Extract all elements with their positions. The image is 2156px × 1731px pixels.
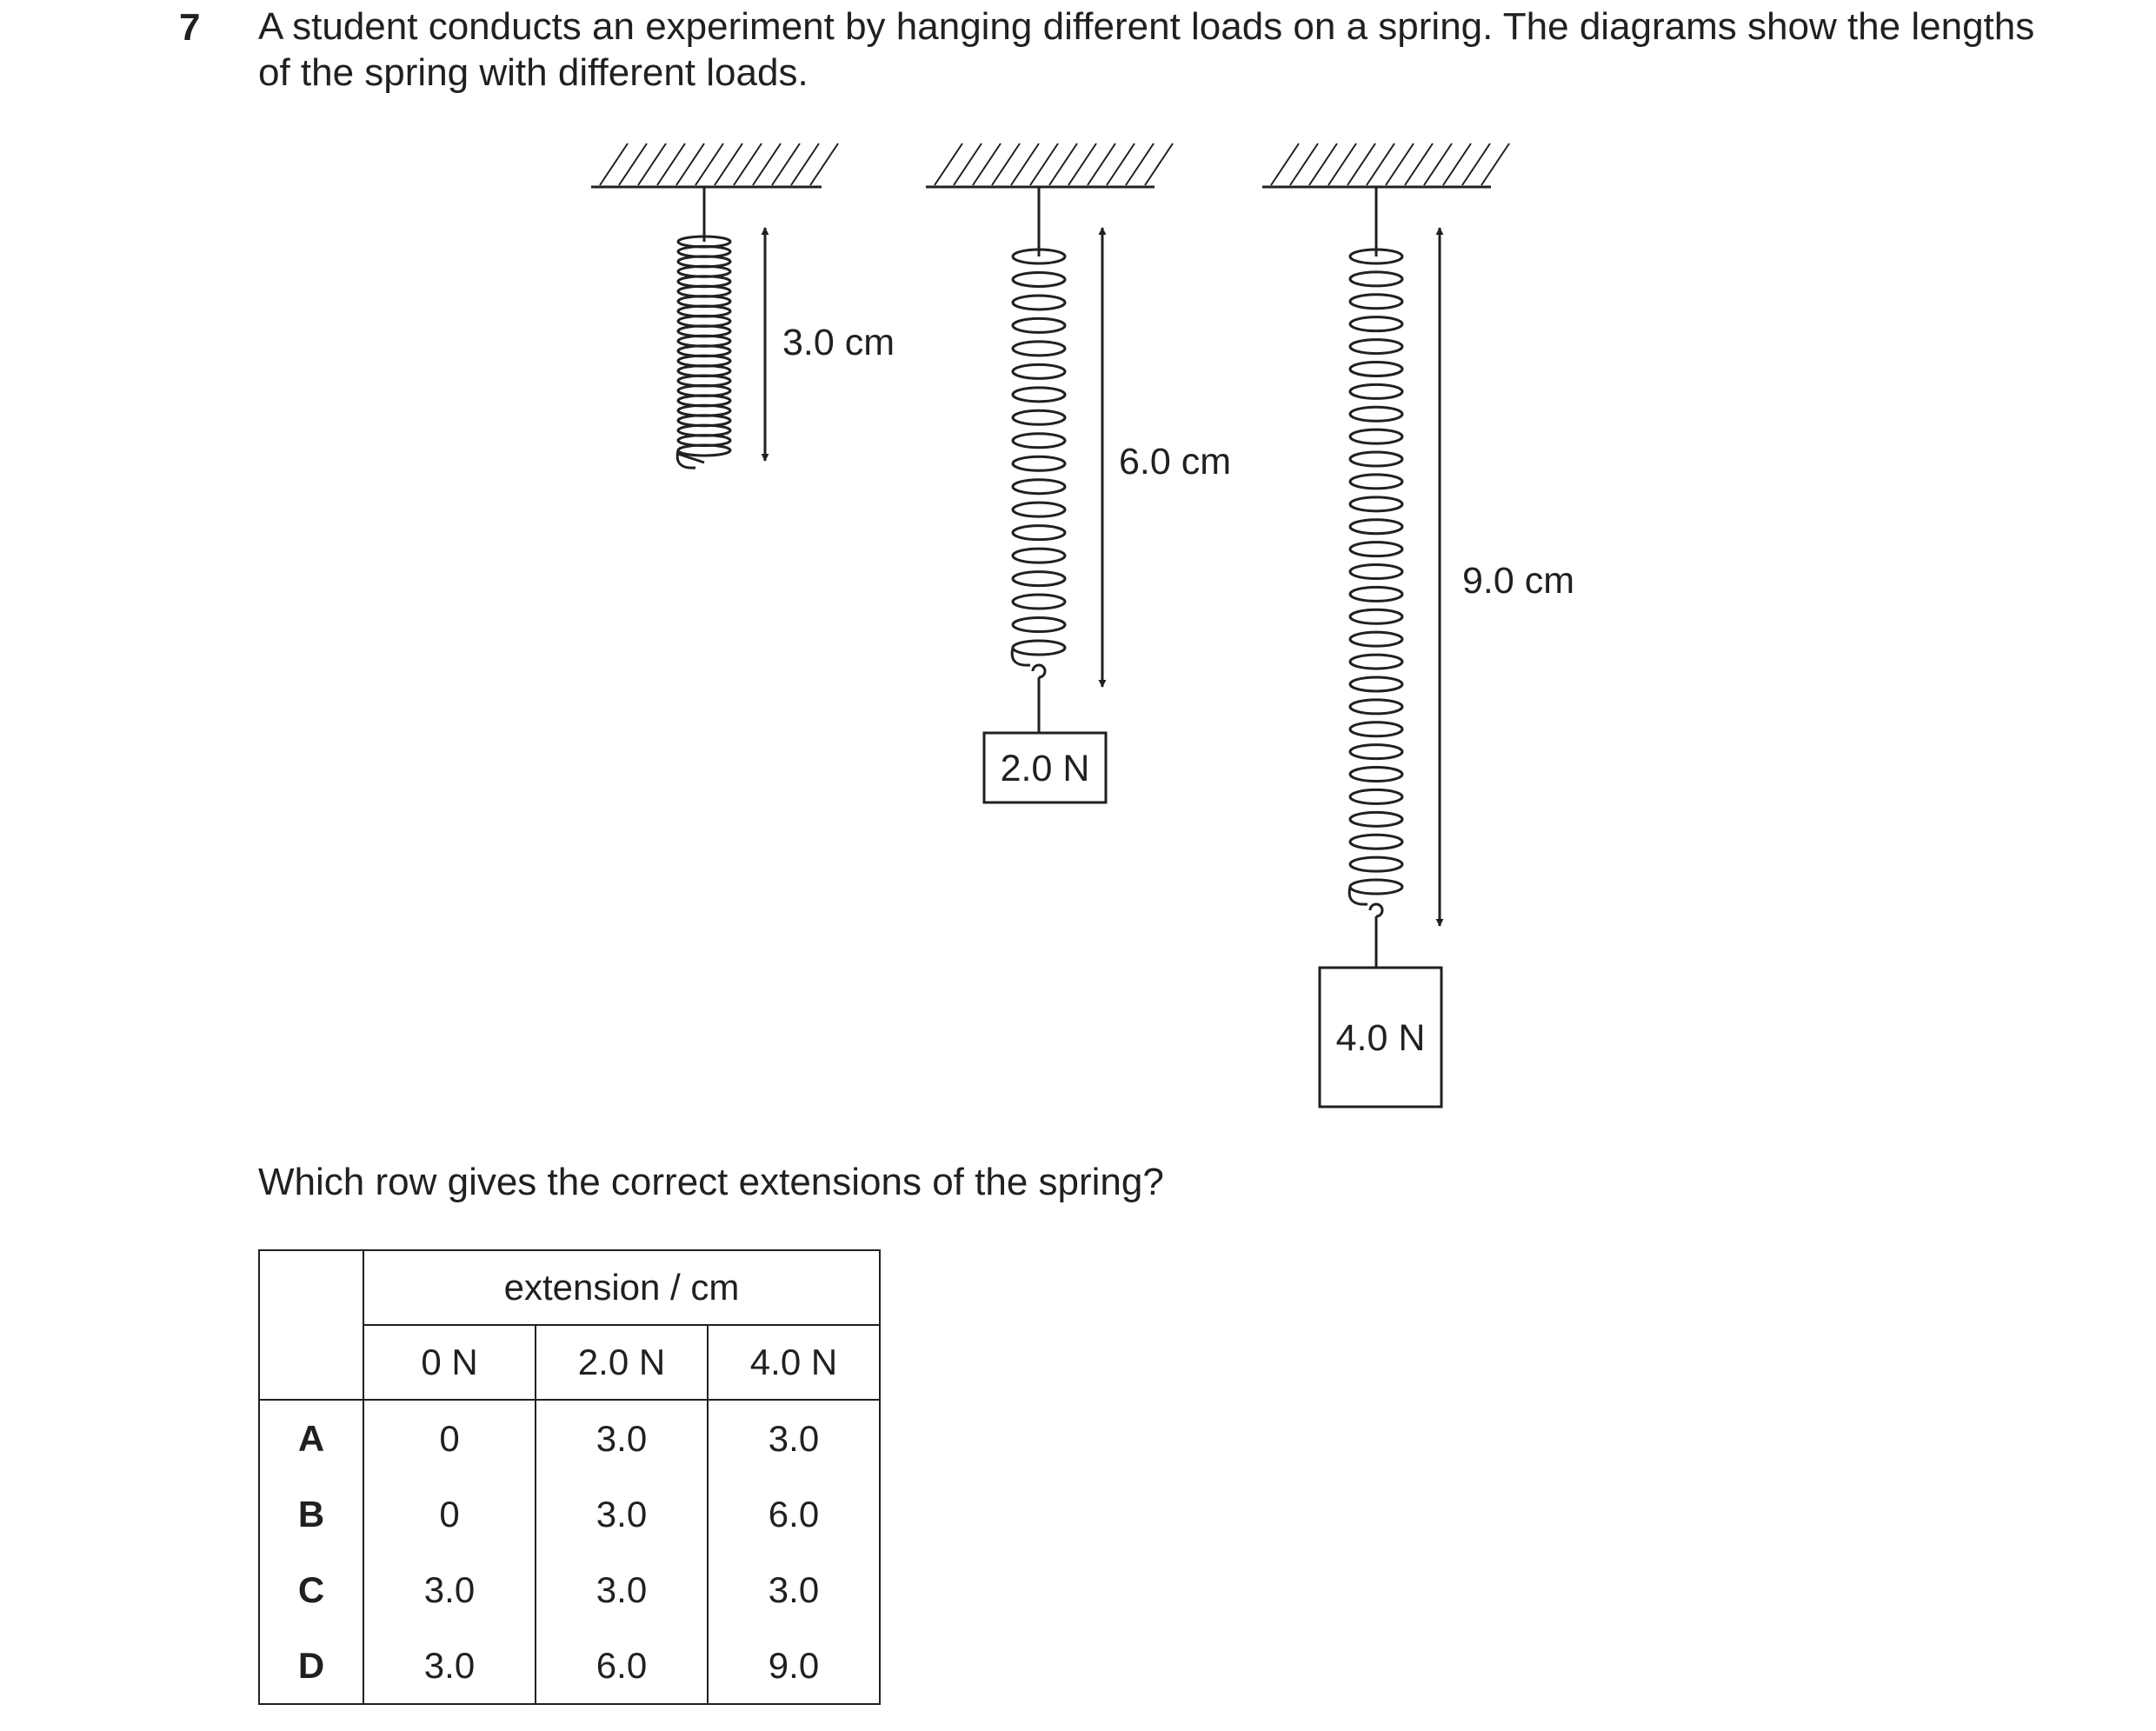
row-letter: B	[259, 1476, 363, 1552]
table-cell: 0	[363, 1400, 536, 1476]
load-label: 4.0 N	[1335, 1017, 1426, 1059]
table-cell: 3.0	[708, 1552, 880, 1628]
spring-coil	[1013, 250, 1065, 655]
row-letter: A	[259, 1400, 363, 1476]
ceiling-hatch	[935, 143, 1173, 185]
question-number: 7	[179, 6, 201, 49]
spring-coil	[678, 236, 730, 456]
answer-row-d[interactable]	[259, 1628, 880, 1704]
table-cell: 3.0	[708, 1400, 880, 1476]
spring-3	[1262, 143, 1574, 1107]
table-cell: 9.0	[708, 1628, 880, 1704]
table-cell: 3.0	[536, 1476, 708, 1552]
corner-cell	[259, 1250, 363, 1400]
length-label: 6.0 cm	[1119, 441, 1232, 483]
answer-table	[258, 1249, 881, 1705]
row-letter: C	[259, 1552, 363, 1628]
length-label: 9.0 cm	[1462, 560, 1575, 602]
row-letter: D	[259, 1628, 363, 1704]
column-header-0n: 0 N	[363, 1325, 536, 1400]
table-cell: 3.0	[363, 1552, 536, 1628]
question-text: A student conducts an experiment by hanging different loads on a spring. The diagrams show the lengths of the spring with different loads.	[258, 5, 2035, 94]
column-header-4n: 4.0 N	[708, 1325, 880, 1400]
column-header-2n: 2.0 N	[536, 1325, 708, 1400]
table-cell: 0	[363, 1476, 536, 1552]
question-prompt: Which row gives the correct extensions of the spring?	[258, 1161, 1164, 1203]
table-cell: 3.0	[536, 1552, 708, 1628]
ceiling-hatch	[1271, 143, 1509, 185]
load-label: 2.0 N	[1000, 748, 1090, 789]
table-cell: 3.0	[363, 1628, 536, 1704]
spring-coil	[1350, 250, 1402, 894]
spring-2	[926, 143, 1231, 802]
answer-row-a[interactable]	[259, 1400, 880, 1476]
answer-row-b[interactable]	[259, 1476, 880, 1552]
ceiling-hatch	[600, 143, 838, 185]
table-cell: 6.0	[708, 1476, 880, 1552]
answer-row-c[interactable]	[259, 1552, 880, 1628]
table-cell: 3.0	[536, 1400, 708, 1476]
extension-header: extension / cm	[363, 1250, 880, 1325]
table-cell: 6.0	[536, 1628, 708, 1704]
length-label: 3.0 cm	[782, 322, 895, 363]
spring-1	[591, 143, 895, 468]
